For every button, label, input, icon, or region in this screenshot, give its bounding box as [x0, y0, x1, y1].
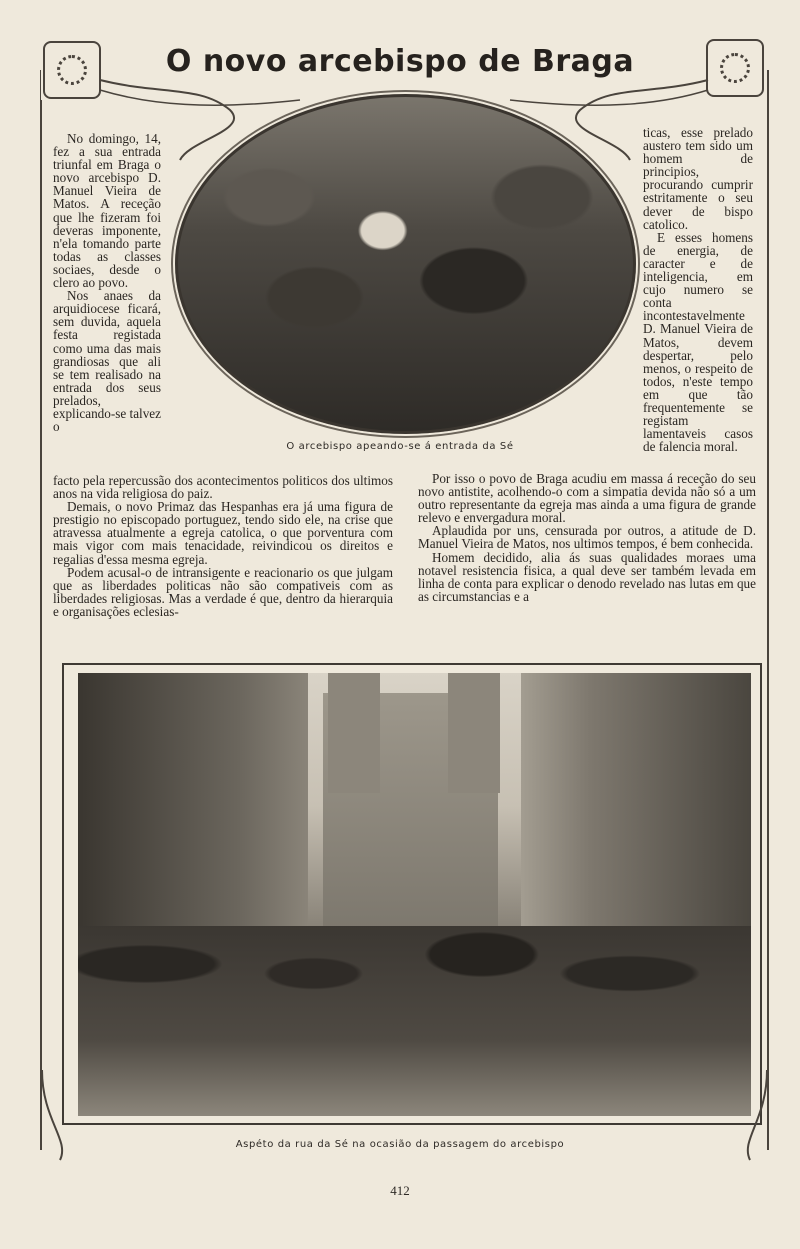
left-column-paragraph-1: No domingo, 14, fez a sua entrada triunfal em Braga o novo arcebispo D. Manuel Vieira de Matos. A receção que lhe fizeram foi deveras imponente, n'ela tomando parte todas as classes sociaes, desde o clero ao povo.	[53, 131, 161, 291]
lower-left-paragraph-3: Podem acusal-o de intransigente e reacionario os que julgam que as liberdades politicas não são compativeis com as liberdades religiosas. Mas a verdade é que, dentro da hierarquia e organisações eclesias-	[53, 564, 393, 619]
cathedral-tower-right	[448, 673, 500, 793]
right-column-text	[643, 126, 753, 453]
lower-left-paragraph-1: facto pela repercussão dos acontecimentos politicos dos ultimos anos na vida religiosa do paiz.	[53, 473, 393, 502]
page-title: O novo arcebispo de Braga	[165, 44, 635, 79]
right-column-paragraph-2: E esses homens de energia, de caracter e de inteligencia, em cujo numero se conta incontestavelmente D. Manuel Vieira de Matos, devem despertar, pelo menos, o respeito de todos, n'este tempo em que tão frequentemente se registam lamentaveis casos de falencia moral.	[643, 229, 753, 455]
street-photo-caption: Aspéto da rua da Sé na ocasião da passagem do arcebispo	[235, 1139, 565, 1150]
lower-left-paragraph-2: Demais, o novo Primaz das Hespanhas era já uma figura de prestigio no episcopado portuguez, tendo sido ele, na crise que atravessa atualmente a egreja catolica, o que porventura com mais vigor com mais tenacidade, reivindicou os direitos e regalias d'essa mesma egreja.	[53, 499, 393, 567]
lower-right-paragraph-1: Por isso o povo de Braga acudiu em massa á receção do seu novo antistite, acolhendo-o com a simpatia devida não só a um outro representante da egreja mas ainda a uma figura de grande relevo e envergadura moral.	[418, 471, 756, 526]
lower-right-paragraph-2: Aplaudida por uns, censurada por outros, a atitude de D. Manuel Vieira de Matos, nos ultimos tempos, é bem conhecida.	[418, 523, 756, 552]
archbishop-photo	[175, 94, 636, 434]
left-column-paragraph-2: Nos anaes da arquidiocese ficará, sem duvida, aquela festa registada como uma das mais grandiosas que ali se tem realisado na entrada dos seus prelados, explicando-se talvez o	[53, 288, 162, 435]
cathedral-tower-left	[328, 673, 380, 793]
lower-right-paragraph-3: Homem decidido, alia ás suas qualidades moraes uma notavel resistencia fisica, a qual deve ser também levada em linha de conta para explicar o denodo revelado nas lutas em que as circumstancias e a	[418, 549, 756, 604]
left-column-text	[53, 132, 161, 433]
right-column-paragraph-1: ticas, esse prelado austero tem sido um homem de principios, procurando cumprir estritamente o seu dever de bispo catolico.	[643, 125, 753, 232]
lower-left-column	[53, 474, 393, 618]
frame-line-right	[767, 100, 769, 1150]
page-number: 412	[390, 1183, 410, 1198]
frame-line-left	[40, 100, 42, 1150]
lower-right-column	[418, 472, 756, 603]
street-photo	[78, 673, 751, 1116]
oval-photo-caption: O arcebispo apeando-se á entrada da Sé	[286, 441, 514, 452]
bottom-scroll-ornament-icon	[40, 1060, 770, 1170]
